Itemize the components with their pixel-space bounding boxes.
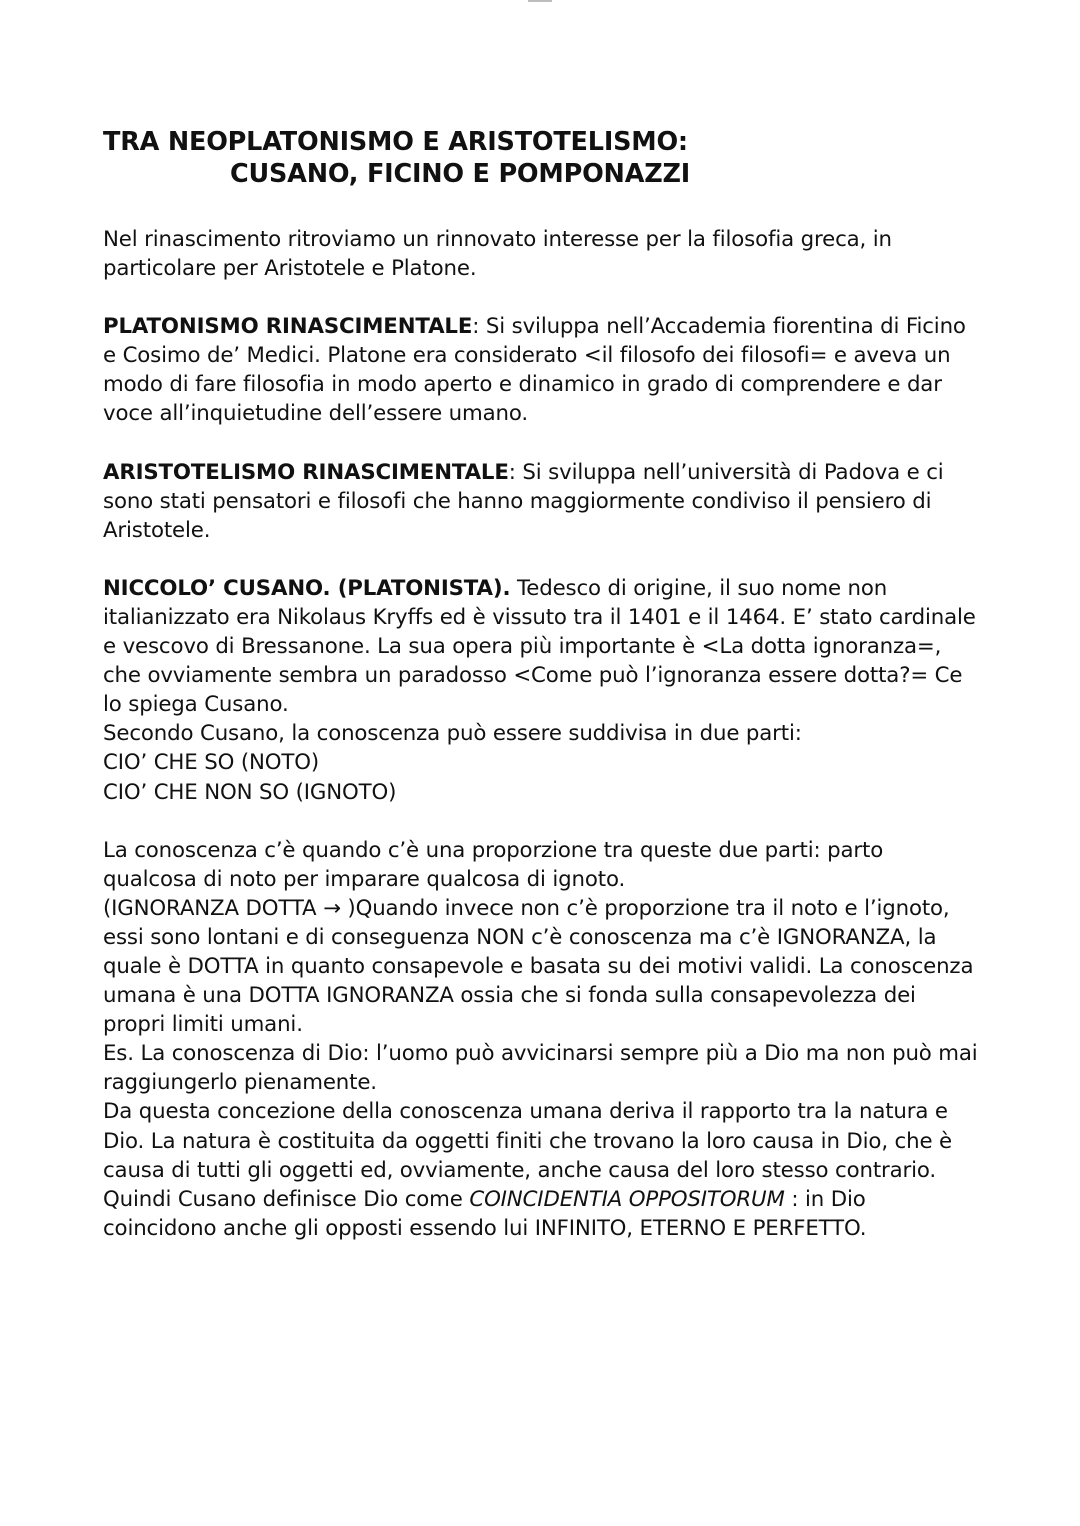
- ignoranza-dotta-text: )Quando invece non c’è proporzione tra il noto e l’ignoto, essi sono lontani e di conseguenza NON c’è conoscenza ma c’è IGNORANZA, la quale è DOTTA in quanto consapevole e basata su dei motivi validi. La conoscenza umana è una DOTTA IGNORANZA ossia che si fonda sulla consapevolezza dei propri limiti umani.: [103, 895, 974, 1038]
- example-paragraph: Es. La conoscenza di Dio: l’uomo può avvicinarsi sempre più a Dio ma non può mai raggiungerlo pienamente.: [103, 1041, 978, 1096]
- title-line-1: TRA NEOPLATONISMO E ARISTOTELISMO:: [103, 127, 688, 157]
- ending-text: : in Dio coincidono anche gli opposti essendo lui INFINITO, ETERNO E PERFETTO.: [103, 1186, 867, 1241]
- ignoranza-dotta-label: (IGNORANZA DOTTA: [103, 895, 317, 921]
- platonismo-paragraph: [103, 312, 983, 428]
- cusano-paragraph: [103, 574, 983, 719]
- cusano-heading: NICCOLO’ CUSANO. (PLATONISTA).: [103, 575, 511, 601]
- page-header-mark: [528, 0, 552, 2]
- page-title: [103, 126, 983, 190]
- noto-line: CIO’ CHE SO (NOTO): [103, 750, 319, 776]
- cusano-text: Tedesco di origine, il suo nome non italianizzato era Nikolaus Kryffs ed è vissuto tra il 1401 e il 1464. E’ stato cardinale e vescovo di Bressanone. La sua opera più importante è <La dotta ignoranza=, che ovviamente sembra un paradosso <Come può l’ignoranza essere dotta?= Ce lo spiega Cusano.: [103, 575, 976, 718]
- aristotelismo-text: : Si sviluppa nell’università di Padova e ci sono stati pensatori e filosofi che hanno maggiormente condiviso il pensiero di Aristotele.: [103, 459, 944, 543]
- platonismo-heading: PLATONISMO RINASCIMENTALE: [103, 314, 473, 340]
- nature-text: Da questa concezione della conoscenza umana deriva il rapporto tra la natura e Dio. La natura è costituita da oggetti finiti che trovano la loro causa in Dio, che è causa di tutti gli oggetti ed, ovviamente, anche causa del loro stesso contrario. Quindi Cusano definisce Dio come: [103, 1099, 952, 1212]
- proportion-paragraph: La conoscenza c’è quando c’è una proporzione tra queste due parti: parto qualcosa di noto per imparare qualcosa di ignoto.: [103, 837, 884, 892]
- arrow-icon: →: [323, 895, 341, 921]
- aristotelismo-heading: ARISTOTELISMO RINASCIMENTALE: [103, 459, 509, 485]
- platonismo-text: : Si sviluppa nell’Accademia fiorentina di Ficino e Cosimo de’ Medici. Platone era considerato <il filosofo dei filosofi= e aveva un modo di fare filosofia in modo aperto e dinamico in grado di comprendere e dar voce all’inquietudine dell’essere umano.: [103, 314, 966, 427]
- ignoto-line: CIO’ CHE NON SO (IGNOTO): [103, 779, 397, 805]
- intro-paragraph: Nel rinascimento ritroviamo un rinnovato interesse per la filosofia greca, in particolare per Aristotele e Platone.: [103, 227, 892, 282]
- coincidentia-term: COINCIDENTIA OPPOSITORUM: [469, 1186, 785, 1212]
- document-body: [103, 225, 983, 1243]
- cusano-division: Secondo Cusano, la conoscenza può essere suddivisa in due parti:: [103, 721, 802, 747]
- ignoranza-dotta-paragraph: [103, 894, 983, 1039]
- title-line-2: CUSANO, FICINO E POMPONAZZI: [230, 159, 691, 189]
- nature-paragraph: [103, 1097, 983, 1242]
- aristotelismo-paragraph: [103, 458, 983, 545]
